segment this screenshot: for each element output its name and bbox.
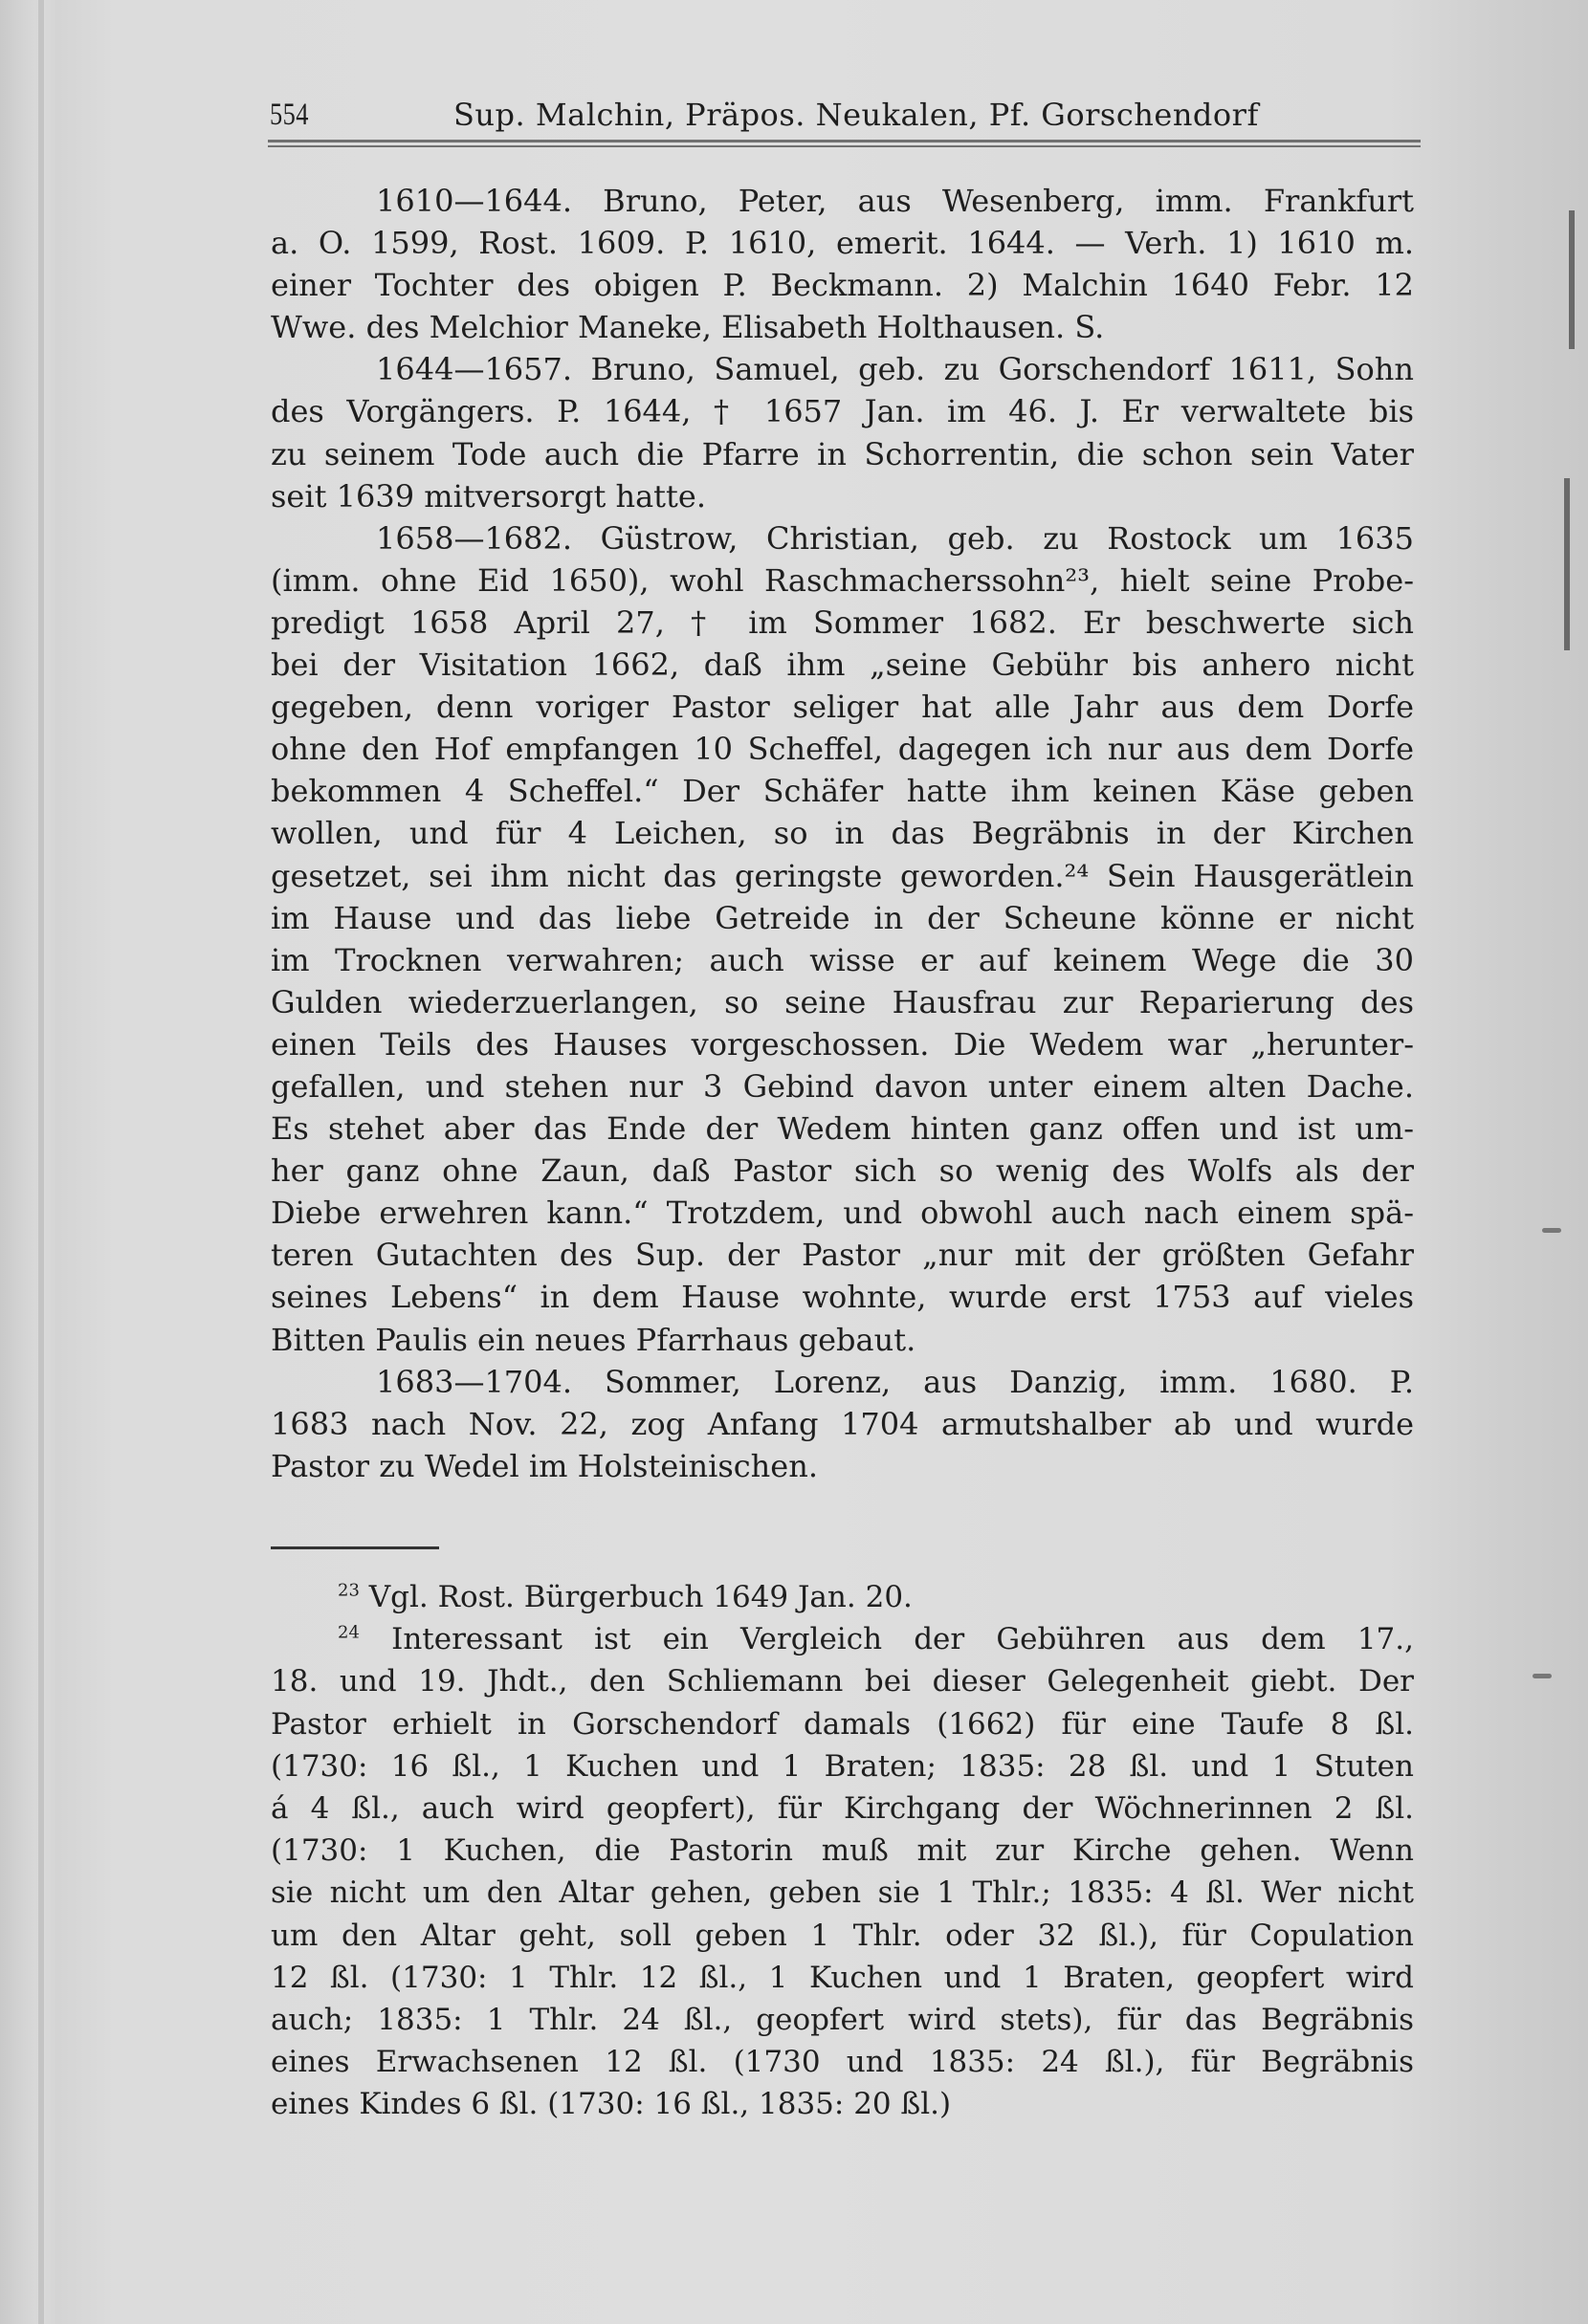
- footnote-line: sie nicht um den Altar gehen, geben sie 1 Thlr.; 1835: 4 ßl. Wer nicht: [271, 1875, 1414, 1911]
- text-line: ohne den Hof empfangen 10 Scheffel, dagegen ich nur aus dem Dorfe: [271, 731, 1414, 768]
- text-line: seines Lebens“ in dem Hause wohnte, wurde erst 1753 auf vieles: [271, 1279, 1414, 1316]
- entry-guestrow-christian: [271, 517, 1414, 1361]
- text-line: Diebe erwehren kann.“ Trotzdem, und obwohl auch nach einem spä-: [271, 1195, 1414, 1232]
- footnote-line: á 4 ßl., auch wird geopfert), für Kirchgang der Wöchnerinnen 2 ßl.: [271, 1790, 1414, 1826]
- footnote-marker: 24: [338, 1622, 360, 1643]
- text-line: im Hause und das liebe Getreide in der Scheune könne er nicht: [271, 899, 1414, 936]
- text-line: (imm. ohne Eid 1650), wohl Raschmacherssohn²³, hielt seine Probe-: [271, 561, 1414, 599]
- text-line: 1610—1644. Bruno, Peter, aus Wesenberg, imm. Frankfurt: [376, 183, 1414, 219]
- text-line: gegeben, denn voriger Pastor seliger hat alle Jahr aus dem Dorfe: [271, 689, 1414, 726]
- text-line: Es stehet aber das Ende der Wedem hinten ganz offen und ist um-: [271, 1110, 1414, 1148]
- footnote-line: $^{24}$ Interessant ist ein Vergleich der Gebühren aus dem 17.,: [338, 1622, 1414, 1657]
- page-number: 554: [270, 98, 309, 132]
- text-line: wollen, und für 4 Leichen, so in das Begräbnis in der Kirchen: [271, 815, 1414, 852]
- page-edge-dot: [1533, 1674, 1552, 1678]
- text-line: im Trocknen verwahren; auch wisse er auf keinem Wege die 30: [271, 941, 1414, 978]
- footnote-line: $^{23}$ Vgl. Rost. Bürgerbuch 1649 Jan. 20.: [338, 1580, 913, 1614]
- entry-sommer-lorenz: [271, 1361, 1414, 1487]
- text-line: seit 1639 mitversorgt hatte.: [271, 477, 706, 515]
- text-line: Gulden wiederzuerlangen, so seine Hausfrau zur Reparierung des: [271, 983, 1414, 1020]
- page-header: [270, 94, 1418, 136]
- footnote-line: Pastor erhielt in Gorschendorf damals (1662) für eine Taufe 8 ßl.: [271, 1706, 1414, 1742]
- text-line: gefallen, und stehen nur 3 Gebind davon unter einem alten Dache.: [271, 1067, 1414, 1105]
- text-line: gesetzet, sei ihm nicht das geringste geworden.²⁴ Sein Hausgerätlein: [271, 857, 1414, 894]
- text-line: bei der Visitation 1662, daß ihm „seine Gebühr bis anhero nicht: [271, 647, 1414, 684]
- footnote-line: eines Kindes 6 ßl. (1730: 16 ßl., 1835: 20 ßl.): [271, 2087, 952, 2122]
- header-rule: [268, 140, 1421, 143]
- text-line: 1658—1682. Güstrow, Christian, geb. zu Rostock um 1635: [376, 519, 1414, 557]
- text-line: 1683—1704. Sommer, Lorenz, aus Danzig, imm. 1680. P.: [376, 1363, 1414, 1400]
- footnote-line: (1730: 16 ßl., 1 Kuchen und 1 Braten; 1835: 28 ßl. und 1 Stuten: [271, 1748, 1414, 1784]
- text-line: predigt 1658 April 27, † im Sommer 1682. Er beschwerte sich: [271, 603, 1414, 641]
- text-line: 1683 nach Nov. 22, zog Anfang 1704 armutshalber ab und wurde: [271, 1405, 1414, 1442]
- text-line: zu seinem Tode auch die Pfarre in Schorrentin, die schon sein Vater: [271, 435, 1414, 472]
- footnote-23: [271, 1576, 1414, 1618]
- text-line: des Vorgängers. P. 1644, † 1657 Jan. im 46. J. Er verwaltete bis: [271, 393, 1414, 430]
- footnote-line: 12 ßl. (1730: 1 Thlr. 12 ßl., 1 Kuchen und 1 Braten, geopfert wird: [271, 1960, 1414, 1995]
- footnote-line: um den Altar geht, soll geben 1 Thlr. oder 32 ßl.), für Copulation: [271, 1918, 1414, 1953]
- running-head: Sup. Malchin, Präpos. Neukalen, Pf. Gorschendorf: [453, 97, 1259, 133]
- text-line: a. O. 1599, Rost. 1609. P. 1610, emerit. 1644. — Verh. 1) 1610 m.: [271, 225, 1414, 262]
- footnote-separator: [271, 1546, 439, 1549]
- footnotes: [271, 1576, 1414, 2125]
- entry-bruno-samuel: [271, 348, 1414, 516]
- footnote-marker: 23: [338, 1580, 360, 1601]
- text-line: 1644—1657. Bruno, Samuel, geb. zu Gorschendorf 1611, Sohn: [376, 351, 1414, 388]
- page-edge-mark: [1564, 478, 1570, 650]
- main-text: [271, 180, 1414, 1487]
- text-line: teren Gutachten des Sup. der Pastor „nur mit der größten Gefahr: [271, 1237, 1414, 1274]
- text-line: her ganz ohne Zaun, daß Pastor sich so wenig des Wolfs als der: [271, 1152, 1414, 1190]
- page-edge-dot: [1542, 1228, 1561, 1233]
- footnote-line: eines Erwachsenen 12 ßl. (1730 und 1835: 24 ßl.), für Begräbnis: [271, 2045, 1414, 2080]
- text-line: bekommen 4 Scheffel.“ Der Schäfer hatte ihm keinen Käse geben: [271, 773, 1414, 810]
- footnote-line: auch; 1835: 1 Thlr. 24 ßl., geopfert wird stets), für das Begräbnis: [271, 2002, 1414, 2037]
- text-line: Wwe. des Melchior Maneke, Elisabeth Holthausen. S.: [271, 309, 1105, 346]
- text-line: Pastor zu Wedel im Holsteinischen.: [271, 1447, 818, 1484]
- page-edge-mark: [1569, 210, 1575, 349]
- text-line: einen Teils des Hauses vorgeschossen. Die Wedem war „herunter-: [271, 1025, 1414, 1063]
- footnote-line: (1730: 1 Kuchen, die Pastorin muß mit zur Kirche gehen. Wenn: [271, 1833, 1414, 1869]
- text-line: einer Tochter des obigen P. Beckmann. 2) Malchin 1640 Febr. 12: [271, 267, 1414, 304]
- header-rule-double: [268, 145, 1421, 147]
- book-spine-shadow: [38, 0, 44, 2324]
- entry-bruno-peter: [271, 180, 1414, 348]
- footnote-line: 18. und 19. Jhdt., den Schliemann bei dieser Gelegenheit giebt. Der: [271, 1664, 1414, 1699]
- text-line: Bitten Paulis ein neues Pfarrhaus gebaut.: [271, 1321, 916, 1358]
- footnote-24: [271, 1618, 1414, 2125]
